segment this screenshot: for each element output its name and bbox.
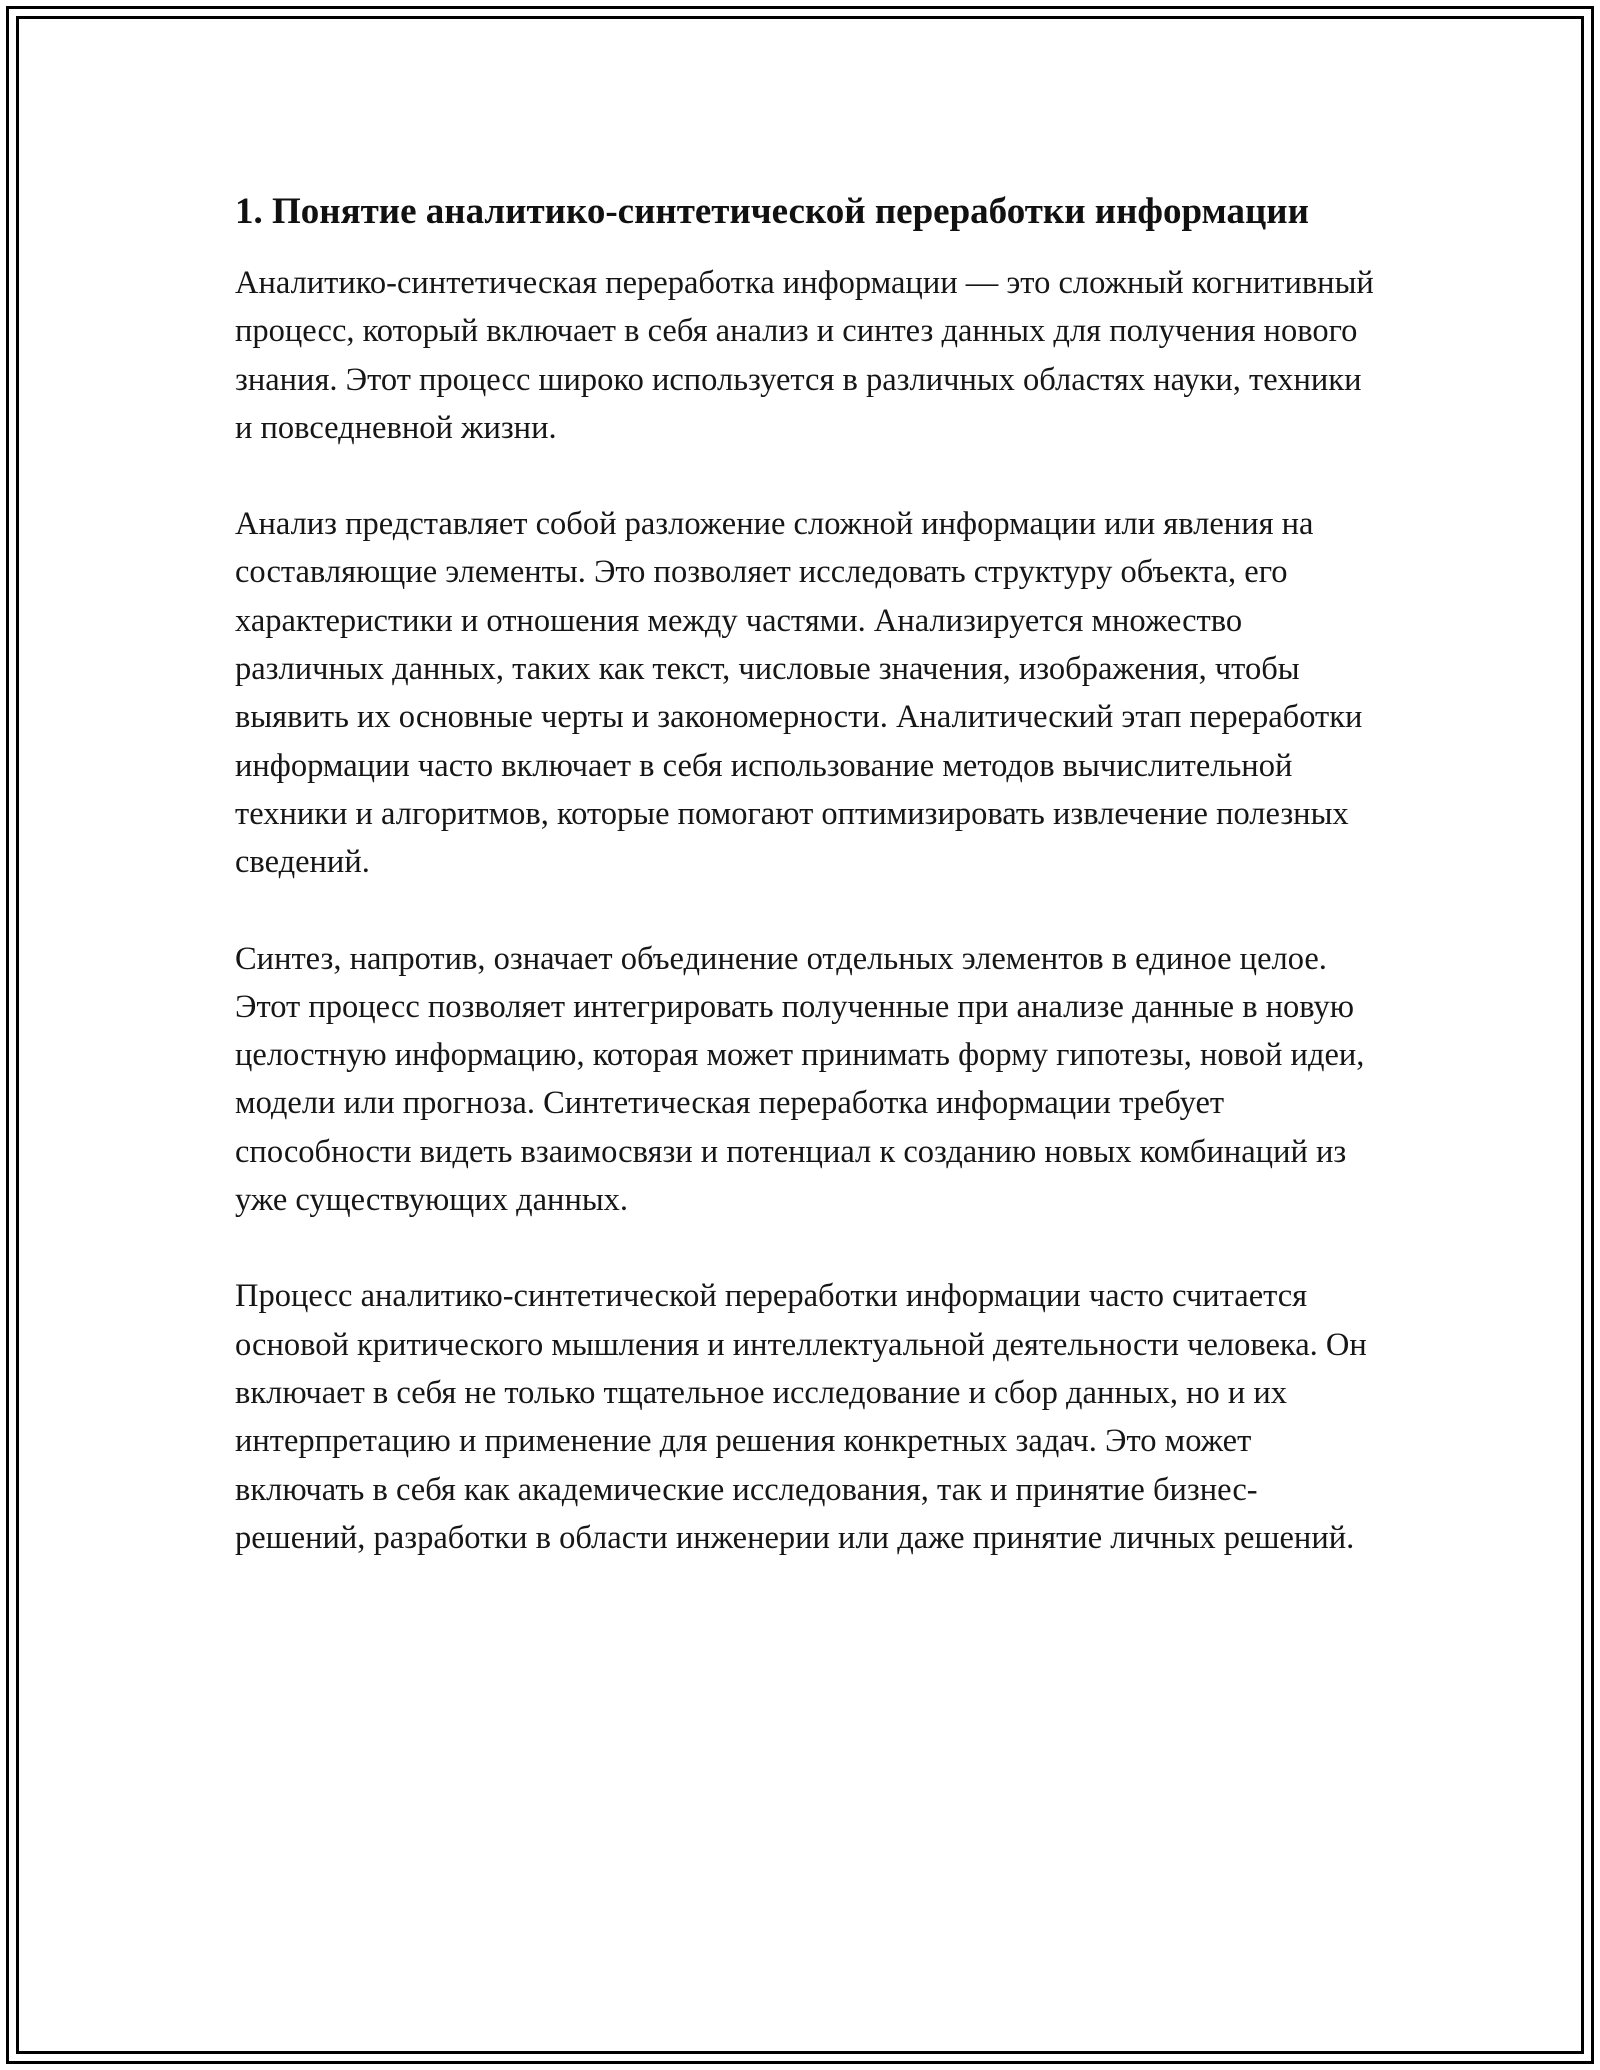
document-body xyxy=(235,185,1375,1610)
paragraph-analysis: Анализ представляет собой разложение сложной информации или явления на составляющие элементы. Это позволяет исследовать структуру объекта, его характеристики и отношения между частями. Анализируется множество различных данных, таких как текст, числовые значения, изображения, чтобы выявить их основные черты и закономерности. Аналитический этап переработки информации часто включает в себя использование методов вычислительной техники и алгоритмов, которые помогают оптимизировать извлечение полезных сведений. xyxy=(235,506,1363,881)
section-heading: 1. Понятие аналитико-синтетической переработки информации xyxy=(235,191,1309,232)
paragraph-intro: Аналитико-синтетическая переработка информации — это сложный когнитивный процесс, который включает в себя анализ и синтез данных для получения нового знания. Этот процесс широко используется в различных областях науки, техники и повседневной жизни. xyxy=(235,265,1374,446)
paragraph-process: Процесс аналитико-синтетической переработки информации часто считается основой критического мышления и интеллектуальной деятельности человека. Он включает в себя не только тщательное исследование и сбор данных, но и их интерпретацию и применение для решения конкретных задач. Это может включать в себя как академические исследования, так и принятие бизнес-решений, разработки в области инженерии или даже принятие личных решений. xyxy=(235,1278,1367,1556)
paragraph-synthesis: Синтез, напротив, означает объединение отдельных элементов в единое целое. Этот процесс позволяет интегрировать полученные при анализе данные в новую целостную информацию, которая может принимать форму гипотезы, новой идеи, модели или прогноза. Синтетическая переработка информации требует способности видеть взаимосвязи и потенциал к созданию новых комбинаций из уже существующих данных. xyxy=(235,940,1365,1219)
